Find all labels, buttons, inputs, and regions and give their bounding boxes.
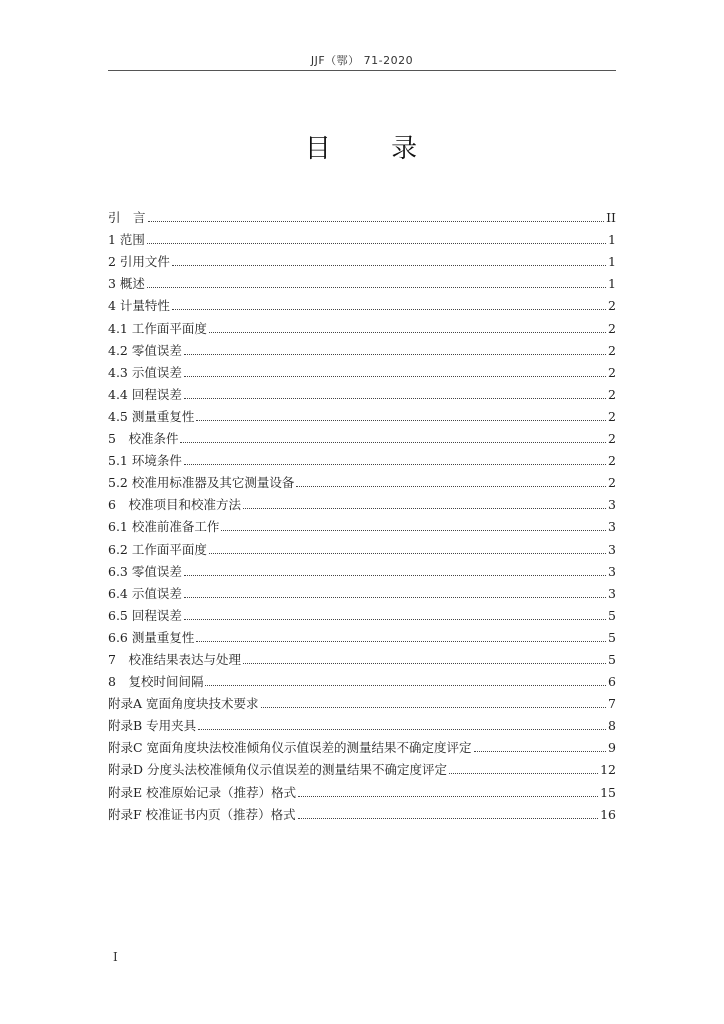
toc-leader-dots	[243, 508, 606, 509]
toc-entry-page: 2	[608, 342, 616, 358]
toc-entry-label: 4.4 回程误差	[108, 386, 182, 402]
toc-leader-dots	[221, 530, 606, 531]
toc-entry[interactable]	[108, 447, 616, 469]
toc-entry-label: 5 校准条件	[108, 431, 179, 447]
toc-entry[interactable]	[108, 602, 616, 624]
toc-entry-label: 1 范围	[108, 232, 145, 248]
toc-leader-dots	[180, 442, 606, 443]
toc-entry-label: 4.3 示值误差	[108, 364, 182, 380]
toc-entry[interactable]	[108, 425, 616, 447]
toc-entry[interactable]	[108, 801, 616, 823]
toc-entry-page: 6	[608, 674, 616, 690]
toc-entry[interactable]	[108, 292, 616, 314]
toc-leader-dots	[205, 685, 606, 686]
toc-entry-label: 4 计量特性	[108, 298, 170, 314]
toc-entry-page: 9	[608, 740, 616, 756]
toc-entry-label: 引 言	[108, 210, 146, 226]
toc-entry[interactable]	[108, 756, 616, 778]
toc-entry[interactable]	[108, 778, 616, 800]
header-rule	[108, 70, 616, 71]
toc-leader-dots	[184, 597, 606, 598]
toc-entry-label: 附录F 校准证书内页（推荐）格式	[108, 806, 296, 822]
toc-leader-dots	[243, 663, 606, 664]
toc-entry-label: 6 校准项目和校准方法	[108, 497, 241, 513]
toc-entry[interactable]	[108, 381, 616, 403]
toc-entry-page: 3	[608, 519, 616, 535]
toc-leader-dots	[184, 376, 606, 377]
toc-entry-page: 3	[608, 563, 616, 579]
toc-leader-dots	[449, 773, 598, 774]
toc-entry-label: 2 引用文件	[108, 254, 170, 270]
toc-entry-page: 3	[608, 585, 616, 601]
toc-entry-page: II	[606, 210, 616, 226]
toc-leader-dots	[184, 354, 606, 355]
toc-entry-label: 6.5 回程误差	[108, 607, 182, 623]
toc-entry-page: 2	[608, 298, 616, 314]
toc-entry-label: 6.2 工作面平面度	[108, 541, 207, 557]
toc-entry-label: 6.3 零值误差	[108, 563, 182, 579]
toc-entry-page: 3	[608, 497, 616, 513]
toc-leader-dots	[209, 332, 606, 333]
toc-entry-label: 5.1 环境条件	[108, 453, 182, 469]
toc-entry-page: 5	[608, 607, 616, 623]
toc-entry-page: 5	[608, 629, 616, 645]
toc-entry-label: 4.1 工作面平面度	[108, 320, 207, 336]
toc-entry-label: 附录A 宽面角度块技术要求	[108, 696, 259, 712]
toc-entry[interactable]	[108, 580, 616, 602]
toc-entry[interactable]	[108, 337, 616, 359]
toc-entry[interactable]	[108, 690, 616, 712]
toc-entry[interactable]	[108, 624, 616, 646]
toc-entry[interactable]	[108, 469, 616, 491]
toc-entry[interactable]	[108, 204, 616, 226]
toc-entry[interactable]	[108, 359, 616, 381]
table-of-contents	[108, 204, 616, 823]
toc-entry-page: 2	[608, 386, 616, 402]
toc-entry-page: 2	[608, 320, 616, 336]
toc-entry-page: 2	[608, 364, 616, 380]
toc-entry-page: 7	[608, 696, 616, 712]
toc-leader-dots	[474, 751, 607, 752]
toc-leader-dots	[172, 309, 606, 310]
toc-leader-dots	[261, 707, 607, 708]
toc-leader-dots	[198, 729, 606, 730]
toc-entry-page: 2	[608, 408, 616, 424]
toc-entry[interactable]	[108, 513, 616, 535]
toc-entry[interactable]	[108, 668, 616, 690]
toc-entry-label: 6.6 测量重复性	[108, 629, 195, 645]
toc-leader-dots	[298, 818, 598, 819]
toc-entry[interactable]	[108, 491, 616, 513]
toc-entry-label: 7 校准结果表达与处理	[108, 651, 241, 667]
toc-entry[interactable]	[108, 535, 616, 557]
toc-entry-label: 附录E 校准原始记录（推荐）格式	[108, 784, 297, 800]
toc-entry-label: 附录C 宽面角度块法校准倾角仪示值误差的测量结果不确定度评定	[108, 740, 472, 756]
toc-entry[interactable]	[108, 403, 616, 425]
toc-leader-dots	[147, 287, 606, 288]
toc-leader-dots	[196, 641, 606, 642]
toc-entry[interactable]	[108, 226, 616, 248]
toc-leader-dots	[184, 464, 606, 465]
toc-leader-dots	[147, 243, 606, 244]
toc-entry-label: 附录B 专用夹具	[108, 718, 197, 734]
toc-entry-page: 1	[608, 276, 616, 292]
toc-leader-dots	[148, 221, 605, 222]
toc-leader-dots	[184, 575, 606, 576]
toc-entry-page: 2	[608, 453, 616, 469]
toc-entry-page: 5	[608, 651, 616, 667]
toc-entry-label: 6.4 示值误差	[108, 585, 182, 601]
toc-entry-label: 3 概述	[108, 276, 145, 292]
toc-leader-dots	[209, 553, 606, 554]
toc-leader-dots	[172, 265, 606, 266]
toc-entry[interactable]	[108, 248, 616, 270]
toc-entry-page: 2	[608, 431, 616, 447]
toc-leader-dots	[296, 486, 606, 487]
page-number: I	[113, 950, 118, 964]
toc-entry-label: 8 复校时间间隔	[108, 674, 204, 690]
toc-entry-label: 附录D 分度头法校准倾角仪示值误差的测量结果不确定度评定	[108, 762, 447, 778]
toc-entry-label: 5.2 校准用标准器及其它测量设备	[108, 475, 295, 491]
toc-leader-dots	[196, 420, 606, 421]
toc-entry-label: 4.5 测量重复性	[108, 408, 195, 424]
toc-entry[interactable]	[108, 646, 616, 668]
toc-leader-dots	[184, 398, 606, 399]
toc-entry-page: 15	[600, 784, 616, 800]
running-header: JJF（鄂） 71-2020	[310, 54, 414, 67]
toc-entry[interactable]	[108, 712, 616, 734]
page-title: 目 录	[304, 134, 420, 164]
toc-entry-page: 12	[600, 762, 616, 778]
toc-entry[interactable]	[108, 314, 616, 336]
toc-entry[interactable]	[108, 734, 616, 756]
toc-entry[interactable]	[108, 558, 616, 580]
toc-leader-dots	[298, 796, 598, 797]
toc-entry[interactable]	[108, 270, 616, 292]
toc-leader-dots	[184, 619, 606, 620]
toc-entry-page: 2	[608, 475, 616, 491]
toc-entry-page: 16	[600, 806, 616, 822]
toc-entry-label: 4.2 零值误差	[108, 342, 182, 358]
toc-entry-page: 8	[608, 718, 616, 734]
toc-entry-page: 1	[608, 254, 616, 270]
toc-entry-label: 6.1 校准前准备工作	[108, 519, 220, 535]
toc-entry-page: 3	[608, 541, 616, 557]
toc-entry-page: 1	[608, 232, 616, 248]
